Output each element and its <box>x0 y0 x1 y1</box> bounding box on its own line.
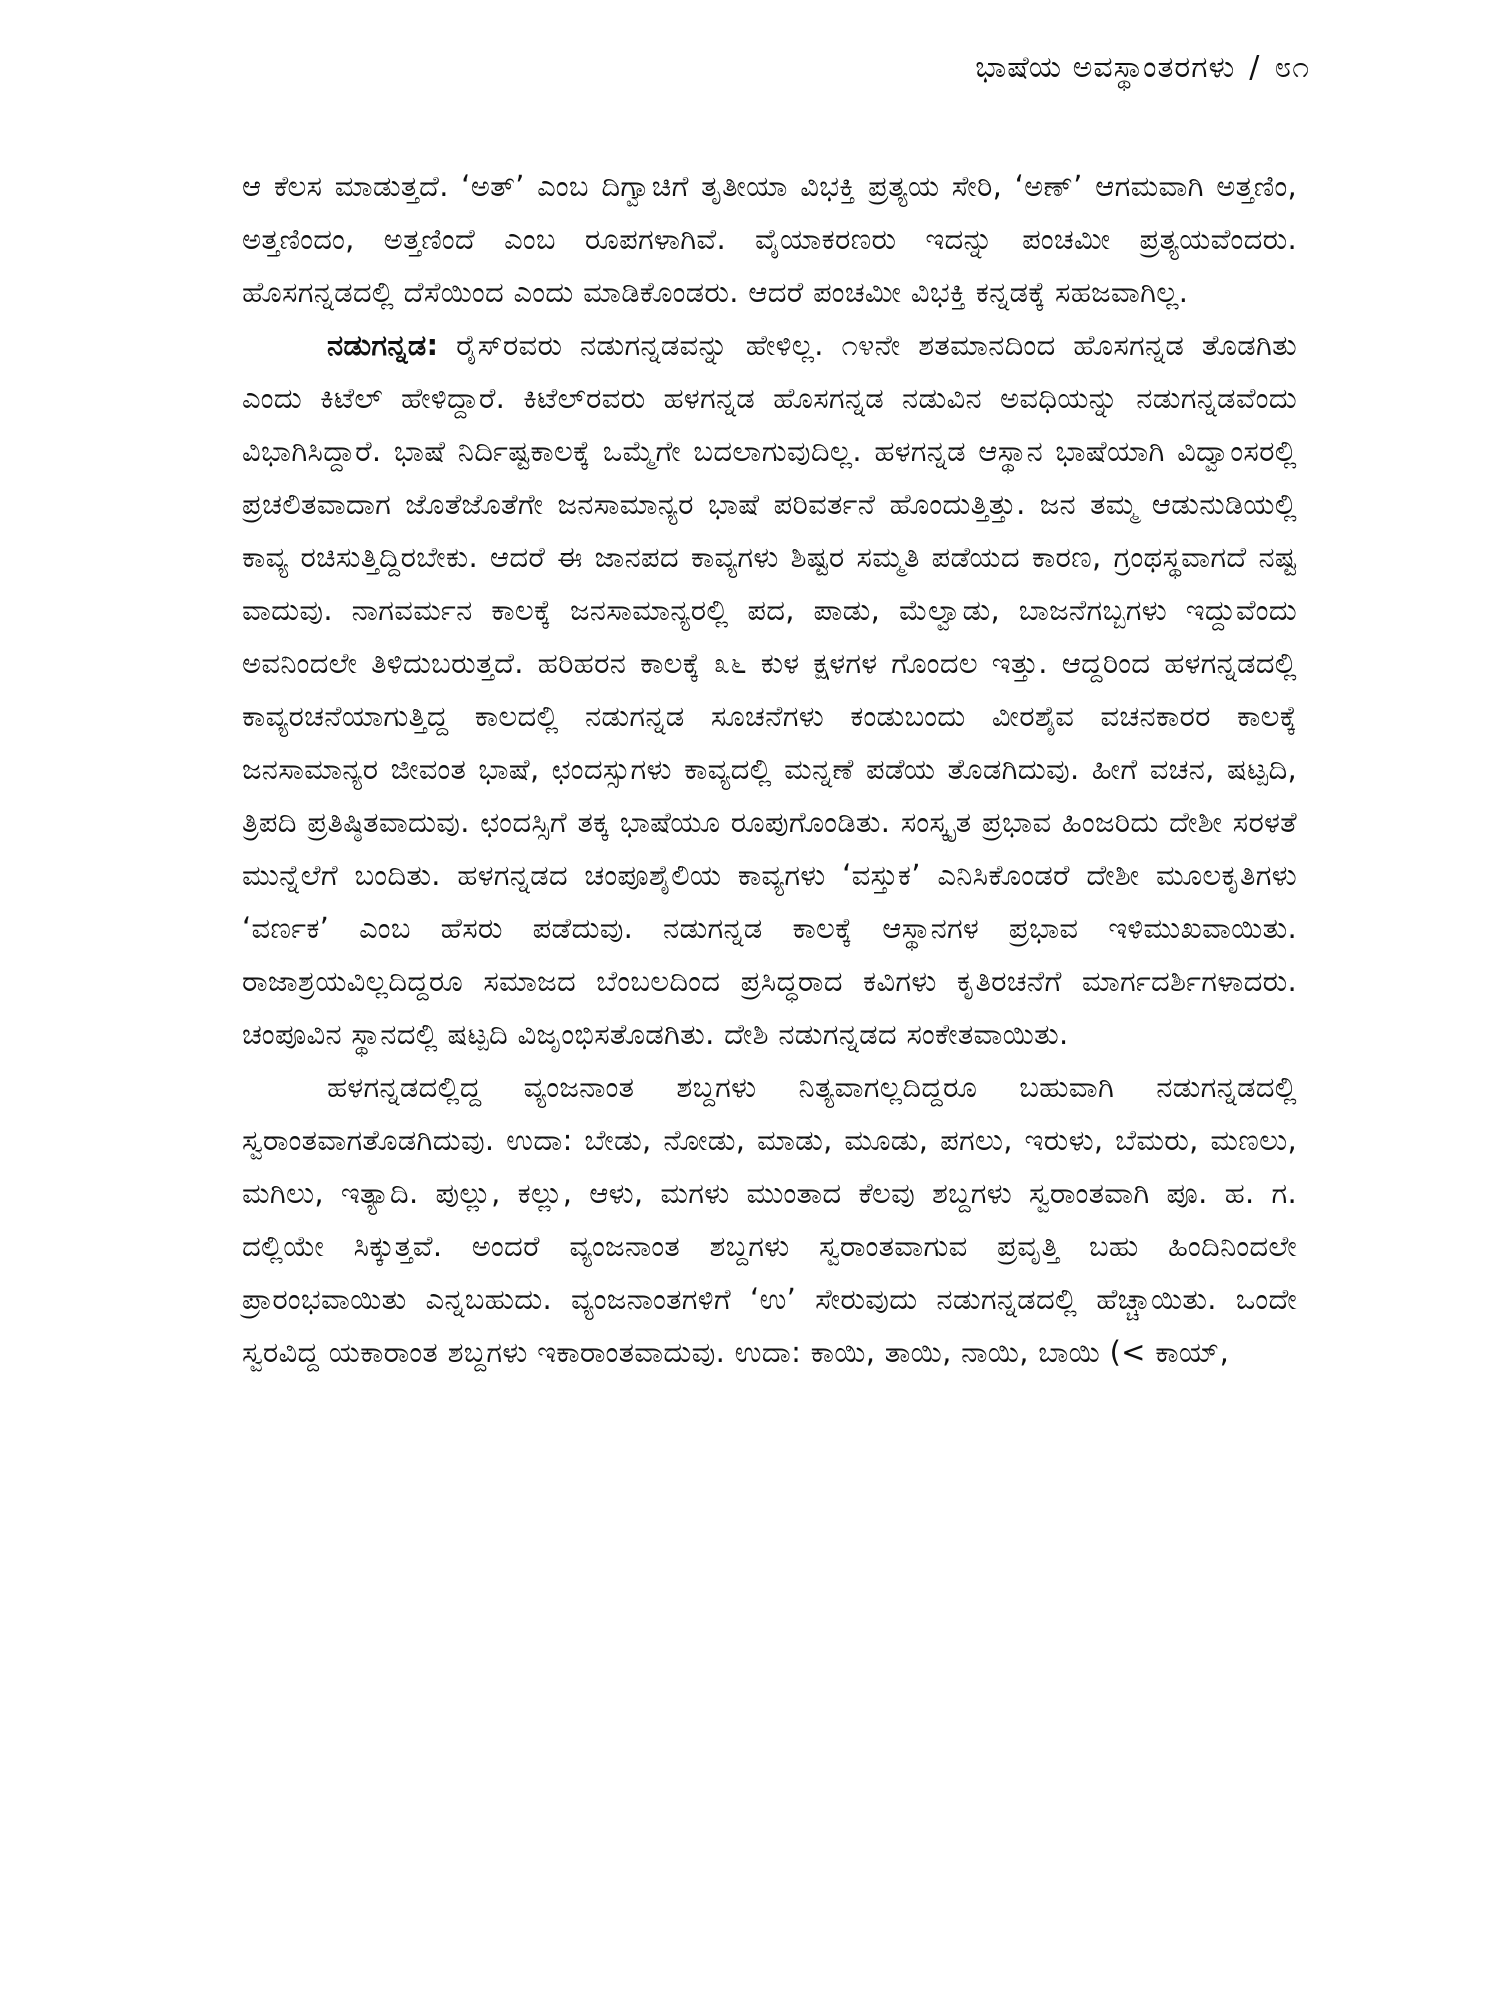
page-number: ೮೧ <box>1274 50 1310 85</box>
section-heading: ನಡುಗನ್ನಡ: <box>327 328 439 362</box>
paragraph-2 <box>242 319 1297 1061</box>
paragraph-text: ಆ ಕೆಲಸ ಮಾಡುತ್ತದೆ. ‘ಅತ್’ ಎಂಬ ದಿಗ್ವಾಚಿಗೆ ತೃತೀಯಾ ವಿಭಕ್ತಿ ಪ್ರತ್ಯಯ ಸೇರಿ, ‘ಅಣ್’ ಆಗಮವಾಗಿ ಅತ್ತಣಿಂ, ಅತ್ತಣಿಂದಂ, ಅತ್ತಣಿಂದೆ ಎಂಬ ರೂಪಗಳಾಗಿವೆ. ವೈಯಾಕರಣರು ಇದನ್ನು ಪಂಚಮೀ ಪ್ರತ್ಯಯವೆಂದರು. ಹೊಸಗನ್ನಡದಲ್ಲಿ ದೆಸೆಯಿಂದ ಎಂದು ಮಾಡಿಕೊಂಡರು. ಆದರೆ ಪಂಚಮೀ ವಿಭಕ್ತಿ ಕನ್ನಡಕ್ಕೆ ಸಹಜವಾಗಿಲ್ಲ. <box>242 169 1297 309</box>
running-header <box>975 50 1310 85</box>
paragraph-3 <box>242 1061 1297 1379</box>
chapter-title: ಭಾಷೆಯ ಅವಸ್ಥಾಂತರಗಳು <box>975 50 1236 85</box>
main-text <box>242 160 1297 1379</box>
paragraph-1 <box>242 160 1297 319</box>
paragraph-text: ರೈಸ್‌ರವರು ನಡುಗನ್ನಡವನ್ನು ಹೇಳಿಲ್ಲ. ೧೪ನೇ ಶತಮಾನದಿಂದ ಹೊಸಗನ್ನಡ ತೊಡಗಿತು ಎಂದು ಕಿಟೆಲ್ ಹೇಳಿದ್ದಾರೆ. ಕಿಟೆಲ್‌ರವರು ಹಳಗನ್ನಡ ಹೊಸಗನ್ನಡ ನಡುವಿನ ಅವಧಿಯನ್ನು ನಡುಗನ್ನಡವೆಂದು ವಿಭಾಗಿಸಿದ್ದಾರೆ. ಭಾಷೆ ನಿರ್ದಿಷ್ಟಕಾಲಕ್ಕೆ ಒಮ್ಮೆಗೇ ಬದಲಾಗುವುದಿಲ್ಲ. ಹಳಗನ್ನಡ ಆಸ್ಥಾನ ಭಾಷೆಯಾಗಿ ವಿದ್ವಾಂಸರಲ್ಲಿ ಪ್ರಚಲಿತವಾದಾಗ ಜೊತೆಜೊತೆಗೇ ಜನಸಾಮಾನ್ಯರ ಭಾಷೆ ಪರಿವರ್ತನೆ ಹೊಂದುತ್ತಿತ್ತು. ಜನ ತಮ್ಮ ಆಡುನುಡಿಯಲ್ಲಿ ಕಾವ್ಯ ರಚಿಸುತ್ತಿದ್ದಿರಬೇಕು. ಆದರೆ ಈ ಜಾನಪದ ಕಾವ್ಯಗಳು ಶಿಷ್ಟರ ಸಮ್ಮತಿ ಪಡೆಯದ ಕಾರಣ, ಗ್ರಂಥಸ್ಥವಾಗದೆ ನಷ್ಟ ವಾದುವು. ನಾಗವರ್ಮನ ಕಾಲಕ್ಕೆ ಜನಸಾಮಾನ್ಯರಲ್ಲಿ ಪದ, ಪಾಡು, ಮೆಲ್ವಾಡು, ಬಾಜನೆಗಬ್ಬಗಳು ಇದ್ದುವೆಂದು ಅವನಿಂದಲೇ ತಿಳಿದುಬರುತ್ತದೆ. ಹರಿಹರನ ಕಾಲಕ್ಕೆ ೩೬ ಕುಳ ಕ್ಷಳಗಳ ಗೊಂದಲ ಇತ್ತು. ಆದ್ದರಿಂದ ಹಳಗನ್ನಡದಲ್ಲಿ ಕಾವ್ಯರಚನೆಯಾಗುತ್ತಿದ್ದ ಕಾಲದಲ್ಲಿ ನಡುಗನ್ನಡ ಸೂಚನೆಗಳು ಕಂಡುಬಂದು ವೀರಶೈವ ವಚನಕಾರರ ಕಾಲಕ್ಕೆ ಜನಸಾಮಾನ್ಯರ ಜೀವಂತ ಭಾಷೆ, ಛಂದಸ್ಸುಗಳು ಕಾವ್ಯದಲ್ಲಿ ಮನ್ನಣೆ ಪಡೆಯ ತೊಡಗಿದುವು. ಹೀಗೆ ವಚನ, ಷಟ್ಪದಿ, ತ್ರಿಪದಿ ಪ್ರತಿಷ್ಠಿತವಾದುವು. ಛಂದಸ್ಸಿಗೆ ತಕ್ಕ ಭಾಷೆಯೂ ರೂಪುಗೊಂಡಿತು. ಸಂಸ್ಕೃತ ಪ್ರಭಾವ ಹಿಂಜರಿದು ದೇಶೀ ಸರಳತೆ ಮುನ್ನೆಲೆಗೆ ಬಂದಿತು. ಹಳಗನ್ನಡದ ಚಂಪೂಶೈಲಿಯ ಕಾವ್ಯಗಳು ‘ವಸ್ತುಕ’ ಎನಿಸಿಕೊಂಡರೆ ದೇಶೀ ಮೂಲಕೃತಿಗಳು ‘ವರ್ಣಕ’ ಎಂಬ ಹೆಸರು ಪಡೆದುವು. ನಡುಗನ್ನಡ ಕಾಲಕ್ಕೆ ಆಸ್ಥಾನಗಳ ಪ್ರಭಾವ ಇಳಿಮುಖವಾಯಿತು. ರಾಜಾಶ್ರಯವಿಲ್ಲದಿದ್ದರೂ ಸಮಾಜದ ಬೆಂಬಲದಿಂದ ಪ್ರಸಿದ್ಧರಾದ ಕವಿಗಳು ಕೃತಿರಚನೆಗೆ ಮಾರ್ಗದರ್ಶಿಗಳಾದರು. ಚಂಪೂವಿನ ಸ್ಥಾನದಲ್ಲಿ ಷಟ್ಪದಿ ವಿಜೃಂಭಿಸತೊಡಗಿತು. ದೇಶಿ ನಡುಗನ್ನಡದ ಸಂಕೇತವಾಯಿತು. <box>242 328 1297 1051</box>
header-separator: / <box>1249 50 1261 85</box>
paragraph-text: ಹಳಗನ್ನಡದಲ್ಲಿದ್ದ ವ್ಯಂಜನಾಂತ ಶಬ್ದಗಳು ನಿತ್ಯವಾಗಲ್ಲದಿದ್ದರೂ ಬಹುವಾಗಿ ನಡುಗನ್ನಡದಲ್ಲಿ ಸ್ವರಾಂತವಾಗತೊಡಗಿದುವು. ಉದಾ: ಬೇಡು, ನೋಡು, ಮಾಡು, ಮೂಡು, ಪಗಲು, ಇರುಳು, ಬೆಮರು, ಮಣಲು, ಮಗಿಲು, ಇತ್ಯಾದಿ. ಪುಲ್ಲು, ಕಲ್ಲು, ಆಳು, ಮಗಳು ಮುಂತಾದ ಕೆಲವು ಶಬ್ದಗಳು ಸ್ವರಾಂತವಾಗಿ ಪೂ. ಹ. ಗ. ದಲ್ಲಿಯೇ ಸಿಕ್ಕುತ್ತವೆ. ಅಂದರೆ ವ್ಯಂಜನಾಂತ ಶಬ್ದಗಳು ಸ್ವರಾಂತವಾಗುವ ಪ್ರವೃತ್ತಿ ಬಹು ಹಿಂದಿನಿಂದಲೇ ಪ್ರಾರಂಭವಾಯಿತು ಎನ್ನಬಹುದು. ವ್ಯಂಜನಾಂತಗಳಿಗೆ ‘ಉ’ ಸೇರುವುದು ನಡುಗನ್ನಡದಲ್ಲಿ ಹೆಚ್ಚಾಯಿತು. ಒಂದೇ ಸ್ವರವಿದ್ದ ಯಕಾರಾಂತ ಶಬ್ದಗಳು ಇಕಾರಾಂತವಾದುವು. ಉದಾ: ಕಾಯಿ, ತಾಯಿ, ನಾಯಿ, ಬಾಯಿ (< ಕಾಯ್, <box>242 1070 1297 1369</box>
